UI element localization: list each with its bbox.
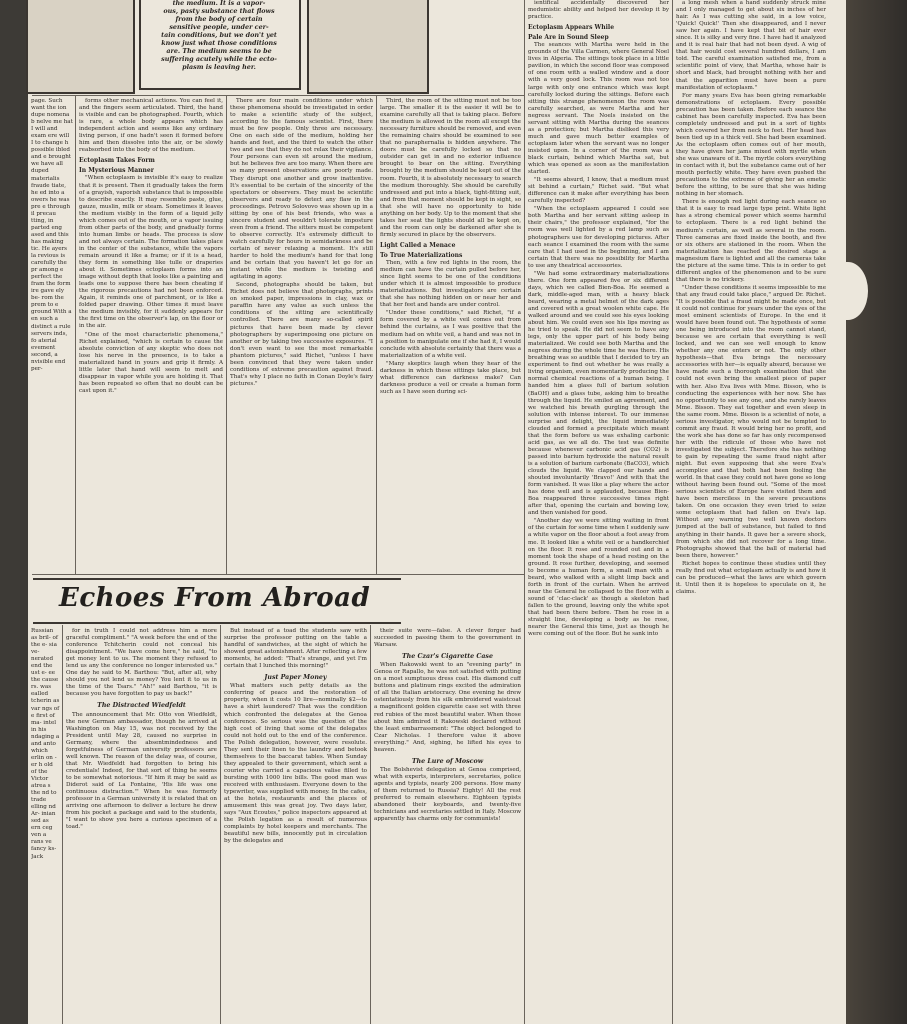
section-rule — [32, 574, 524, 575]
column-rule — [220, 625, 221, 1024]
top-rule — [32, 95, 524, 96]
scanner-background — [846, 0, 907, 1024]
column-j: their suite were—false. A clever forger had succeeded in passing them to the government in Warsaw. The Czar's Cigarette Case When Rakowski went to an "evening party" in Genoa or Rapallo, he was not satisfied with putting on a most sumptuous dress coat. His diamond cuff buttons and platinum rings excited the admiration of all the Italian aristocracy. One evening he drew ostentatiously from his silk embroidered waistcoat a magnificent golden cigarette case set with three red rubies of the most beautiful water. When those about him admired it Rakowski declared without the least embarrassment: "The object belonged to Czar Nicholas. I therefore value it above everything." And, sighing, he lifted his eyes to heaven. The Lure of Moscow The Bolshevist delegation at Genoa comprised, what with experts, interpreters, secretaries, police agents and typists, nearly 200 persons. How many of them returned to Russia? Eighty! All the rest preferred to remain elsewhere. Eighteen typists abandoned their keyboards, and twenty-five technicians and secretaries settled in Italy. Moscow apparently has charms only for communists! — [374, 628, 521, 823]
column-h: for in truth I could not address him a more graceful compliment." "A week before the end of the conference Tchitcherin could not conceal his disappointment. "We have come here," he said, "to get money lent to us. The moment they refused to lend us any the conference no longer interested us." One day he said to M. Barthou: "But, after all, why should you not lend us money? You lent it to us in the time of the Tsars." "Ah!" said Barthou, "it is because you have forgotten to pay us back!" The Distracted Wiedfeldt The announcement that Mr. Otto von Wiedfeldt, the new German ambassador, though he arrived at Washington on May 15, was not received by the President until May 28, caused no surprise in Germany, where the absentmindedness and forgetfulness of German university professors are well known. The reason of the delay was, of course, that Mr. Wiedfeldt had forgotten to bring his credentials! Indeed, for that sort of thing he seems to be somewhat notorious. "If him it may be said as Diderot said of La Fontaine, 'His life was one continuous distraction.'" When he was formerly professor in a German university it is related that on arriving one afternoon to deliver a lecture he drew from his pocket a package and said to the students, "I want to show you here a curious specimen of a toad." — [66, 628, 217, 831]
column-rule — [524, 0, 525, 1024]
column-g: Russian as bril- of the e- sia ve- nerated end the ust e- ee the cause rs. was ealled tcherin as var ngs of e first of ma- intel in his ndaging a and anto which erlin on - er h old of the Victor atrea s the nd to trade elling nd Ar- inian sed as ern ceg ven a rans ve fancy ks-Jack — [31, 628, 60, 860]
top-left-photo-frame — [26, 0, 135, 94]
column-rule — [370, 625, 371, 1024]
column-d: Third, the room of the sitting must not be too large. The smaller it is the easier it will be to examine carefully all that is taking place. Before the medium is allowed in the room all except the necessary furniture should be removed, and even the remaining chairs should be examined to see that no paraphernalia is hidden anywhere. The doors must be carefully locked so that no outsider can get in and no exterior influence brought to bear on the sitting. Everything brought by the medium should be kept out of the room. Fourth, it is absolutely necessary to search the medium thoroughly. She should be carefully undressed and put into a black, tight-fitting suit, and from that moment should be kept in sight, so that she will have no opportunity to hide anything on her body. Up to the moment that she takes her seat the lights should all be kept on, and the room can only be darkened after she is firmly secured in place by the observers. Light Called a Menace To True Materializations Then, with a few red lights in the room, the medium can have the curtain pulled before her, since light seems to be one of the conditions under which it is almost impossible to produce materializations. But investigators are certain that she has nothing hidden on or near her and that her feet and hands are under control. "Under these conditions," said Richet, "if a form covered by a white veil comes out from behind the curtains, as I was positive that the medium had on white veil, a hand and was not in a position to manipulate one if she had it, I would conclude with absolute certainty that there was a materialization of a white veil. "Many skeptics laugh when they hear of the darkness in which these sittings take place, but what difference can darkness make? Can darkness produce a veil or create a human form such as I have seen during sci- — [380, 98, 521, 395]
column-b: forms other mechanical actions. You can feel it, and the fingers seem articulated. Third, the hand is visible and can be photographed. Fourth, which is rare, a whole body appears which has independent action and seems like any ordinary living person, if one hadn't seen it formed before him and then dissolve into the air, or be slowly reabsorbed into the body of the medium. Ectoplasm Takes Form In Mysterious Manner "When ectoplasm is invisible it's easy to realize that it is present. Then it gradually takes the form of a grayish, vaporish substance that is impossible to describe exactly. It may resemble paste, glue, gauze, muslin, milk or steam. Sometimes it leaves the medium visibly in the form of a liquid jelly which comes out of the mouth, or a vapor issuing from other parts of the body, and gradually forms into human limbs or heads. The process is slow and not always certain. The formation takes place in the center of the substance, while the vapors remain around it like a frame; or if it is a head, they form in something like tulle or draperies about it. Sometimes ectoplasm forms into an image without depth that looks like a painting and leads one to suppose there has been cheating if the rigorous precautions had not been enforced. Again, it reminds one of parchment, or is like a folded paper drawing. Other times it must leave the medium invisibly, for it suddenly appears for the first time on the observer's lap, on the floor or in the air. "One of the most characteristic phenomena," Richet explained, "which is certain to cause the absolute conviction of any skeptic who does not lose his nerve in the presence, is to take a materialized hand in yours and grip it firmly. A little later that hand will seem to melt and disappear in vapor while you are holding it. That has been repeated so often that no doubt can be cast upon it." — [79, 98, 223, 394]
column-a: page. Such want the ion dupe nomena b nelve me hat I will and exam ere will I to change h possible ibled and e brought we have all duped materialis fraude tiate, he ed into a owers he was pre e through il precau tting, in parted eng ased and this has making tic. He ayers la revious is carefully the pr among e perfect the fram the form ire gave ely be- rom the prem to e ground With a en such a distinct a rule servers inds, fo aterial evement second, a nvisible end per- — [31, 98, 73, 372]
column-e: ientifical accidentally discovered her medumistic ability and helped her develop it by practice. Ectoplasm Appears While Pale Are in Sound Sleep The seances with Martha were held in the grounds of the Villa Carmen, where General Noel lives in Algeria. The sittings took place in a little pavilion, in which the second floor was composed of one room with a walled window and a door with a very good lock. This room was not too large with only one entrance which was kept carefully locked during the sittings. Before each sitting this strange phenomenon the room was carefully searched, as were Martha and her negress servant. The Noels insisted on the servant sitting with Martha during the seances as a protection; but Martha disliked this very much and gave much better examples of ectoplasm later when the servant was no longer insisted upon. In a corner of the room was a black curtain, behind which Martha sat, but which was opened as soon as the manifestation started. "It seems absurd, I know, that a medium must sit behind a curtain," Richet said. "But what difference can it make after everything has been carefully inspected? "When the ectoplasm appeared I could see both Martha and her servant sitting asleep in their chairs," the professor explained, "for the room was well lighted by a red lamp such as photographers use for developing pictures. After each seance I examined the room with the same care that I had used in the beginning, and I am certain that there was no possibility for Martha to use any theatrical accessories. "We had some extraordinary materializations there. One form appeared five or six different days, which we called Bien-Boa. He seemed a dark, middle-aged man, with a heavy black beard, wearing a metal helmet of the dark ages and covered with a great woolen white cape. He walked around and we could see his eyes looking about him. We could even see his lips moving as he tried to speak. He did not seem to have any legs, only the upper part of his body being materialized. We could see both Martha and the negress during the whole time he was there. His breathing was so audible that I decided to try an experiment to find out whether he was really a living organism, even momentarily producing the normal chemical reactions of a human being. I handed him a glass full of barium solution (BaOH) and a glass tube, asking him to breathe through the liquid. He smiled an agreement, and we watched his breath gurgling through the solution with intense interest. To our immense surprise and delight, the liquid immediately clouded and formed a precipitate which meant that the form before us was exhaling carbonic acid gas, as we all do. The test was definite because whenever carbonic acid gas (CO2) is passed into barium hydroxide the natural result is a solution of barium carbonate (BaCO3), which clouds the liquid. We clapped our hands and shouted involuntarily 'Bravo!' And with that the form vanished. It was like a play where the actor has done well and is applauded, because Bien-Boa reappeared three successive times right after that, opening the curtain and bowing low, and then vanished for good. "Another day we were sitting waiting in front of the curtain for some time when I suddenly saw a white vapor on the floor about a foot away from me. It looked like a white veil or a handkerchief on the floor. It rose and rounded out and in a moment took the shape of a head resting on the ground. It rose further, developing, and seemed to become a human form, a small man with a beard, who walked with a slight limp back and forth in front of the curtain. When he arrived near the General he collapsed to the floor with a sound of 'clac-clack' as though a skeleton had fallen to the ground, leaving only the white spot that had been there before. Then he rose in a straight line, developing a body as he rose, nearer the General this time, just as though he were coming out of the floor. But he sank into — [528, 0, 669, 638]
column-c: There are four main conditions under which these phenomena should be investigated in order to make a scientific study of the subject, according to the famous scientist. First, there must be few people. Only three are necessary. One on each side of the medium, holding her hands and feet, and the third to watch the other two and see that they do not relax their vigilance. Four persons can even sit around the medium, but he believes five are too many. When there are so many present observations are poorly made. They disrupt one another and grow inattentive. It's essential to be certain of the sincerity of the spectators or observers. They must be scientific observers and ready to detect any flaw in the proceedings. Petrovo Solovovo was shown up in a sitting by one of his best friends, who was a sincere student and wouldn't tolerate imposture even from a friend. The sitters must be competent to observe correctly. It's extremely difficult to watch carefully for hours in semidarkness and be certain of never relaxing a moment. It's still harder to hold the medium's hand for that long and be certain that you haven't let go for an instant while the medium is twisting and agitating in agony. Second, photographs should be taken, but Richet does not believe that photographs, prints on smoked paper, impressions in clay, wax or paraffin have any value as such unless the conditions of the sitting are scientifically controlled. There are many so-called spirit pictures that have been made by clever photographers by superimposing one picture on another or by taking two successive exposures. "I don't even want to see the most remarkable phantom pictures," said Richet, "unless I have been convinced that they were taken under conditions of extreme precaution against fraud. That's why I place no faith in Conan Doyle's fairy pictures." — [230, 98, 373, 387]
column-i: But instead of a toad the students saw with surprise the professor putting on the table a handful of sandwiches, at the sight of which he showed great astonishment. After reflecting a few moments, he added: "That's strange, and yet I'm certain that I lunched this morning!" Just Paper Money What matters such petty details as the conferring of peace and the restoration of property, when it costs 10 lire—nominally $2—to have a shirt laundered? That was the condition which confronted the delegates at the Genoa conference. So serious was the question of the high cost of living that some of the delegates could not hold out to the end of the conference. The Polish delegation, however, were resolute. They sent their linen to the laundry and betook themselves to the baccarat tables. When Sunday they appealed to their government, which sent a courier who carried a capacious valise filled to bursting with 1000 lire bills. The good man was received with enthusiasm. Everyone down to the typewriter, was supplied with money. In the cafes, at the hotels, restaurants and the places of amusement this was great joy. Two days later, says "Aux Ecoutes," police inspectors appeared at the Polish legation as a result of numerous complaints by hotel keepers and merchants. The beautiful new bills, innocently put in circulation by the delegates and — [224, 628, 367, 845]
column-rule — [226, 96, 227, 574]
banner-title: Echoes From Abroad — [59, 583, 371, 613]
top-right-photo-frame — [307, 0, 429, 94]
column-f: a long mesh when a hand suddenly struck mine and I only managed to get about six inches of her hair. As I was cutting she said, in a low voice, 'Quick! Quick!' Then she disappeared, and I never saw her again. I have kept that bit of hair ever since. It is silky and very fine. I have had it analyzed and it is real hair that had not been dyed. A wig of that hair would cost several hundred dollars, I am told. The careful examination satisfied me, from a scientific point of view, that Martha, whose hair is short and black, had brought nothing with her and that the apparition must have been a pure manifestation of ectoplasm." For many years Eva has been giving remarkable demonstrations of ectoplasm. Every possible precaution has been taken. Before each seance the cabinet has been carefully inspected. Eva has been completely undressed and put in a sort of tights which covered her from neck to feet. Her head has been tied up in a thick veil. She had been examined. As the ectoplasm often comes out of her mouth, they have given her jams mixed with myrtle when she was unaware of it. The myrtle colors everything in contact with it, but the substance came out of her mouth perfectly white. They have even pushed the precautions to the extreme of giving her an emetic before the sitting, to be sure that she was hiding nothing in her stomach. There is enough red light during each seance so that it is easy to read large type print. White light has a strong chemical power which seems harmful to ectoplasm. There is a red light behind the medium's curtain, as well as several in the room. Three cameras are fixed inside the booth, and five or six others are stationed in the room. When the materialization has reached the desired stage a magnesium flare is lighted and all the cameras take the picture at the same time. This is in order to get different angles of the phenomenon and to be sure that there is no trickery. "Under these conditions it seems impossible to me that any fraud could take place," argued Dr. Richet. "It is possible that a fraud might be made once, but it could not continue for years under the eyes of the most eminent scientists of Europe. In the end it would have been found out. The hypothesis of some one being introduced into the room cannot stand, because we are certain that everything is well locked, and we can see well enough to know whether any one enters or not. The only other hypothesis—that Eva brings the necessary accessories with her—is equally absurd, because we have made such a thorough examination that she could not even bring the smallest piece of paper with her. Also Eva lives with Mme. Bisson, who is conducting the experiences with her now. She has no opportunity to see any one, and she rarely leaves Mme. Bisson. They eat together and even sleep in the same room. Mme. Bisson is a scientist of note, a serious investigator, who would not be tempted to commit any fraud. It would bring her no profit, and the work she has done so far has only recompensed her with the ridicule of those who have not investigated the subject. Therefore she has nothing to gain by repeating the same fraud night after night. But even supposing that she were Eva's accomplice and that both had been fooling the world. In that case they could not have gone so long without having been found out. "Some of the most serious scientists of Europe have visited them and have been merciless in the severe precautions taken. On one occasion they even tried to seize some ectoplasm that had fallen on Eva's lap. Without any warning two well known doctors jumped at the ball of substance, but failed to find anything in their hands. It gave her a severe shock, from which she did not recover for a long time. Photographs showed that the ball of material had been there, however." Richet hopes to continue these studies until they really find out what ectoplasm actually is and how it can be produced—what the laws are which govern it. Until then it is hopeless to speculate on it, he claims. — [676, 0, 826, 595]
paper-tear — [828, 262, 868, 320]
top-caption: the medium. It is a vapor- ous, pasty substance that flows from the body of certain sensitive people, under cer- tain conditions, but we don't yet know just what those conditions are. The medium seems to be suffering acutely while the ecto- plasm is leaving her. — [161, 0, 277, 71]
column-rule — [62, 625, 63, 1024]
column-rule — [376, 96, 377, 574]
section-banner — [33, 578, 401, 624]
column-rule — [672, 0, 673, 1024]
column-rule — [75, 96, 76, 574]
